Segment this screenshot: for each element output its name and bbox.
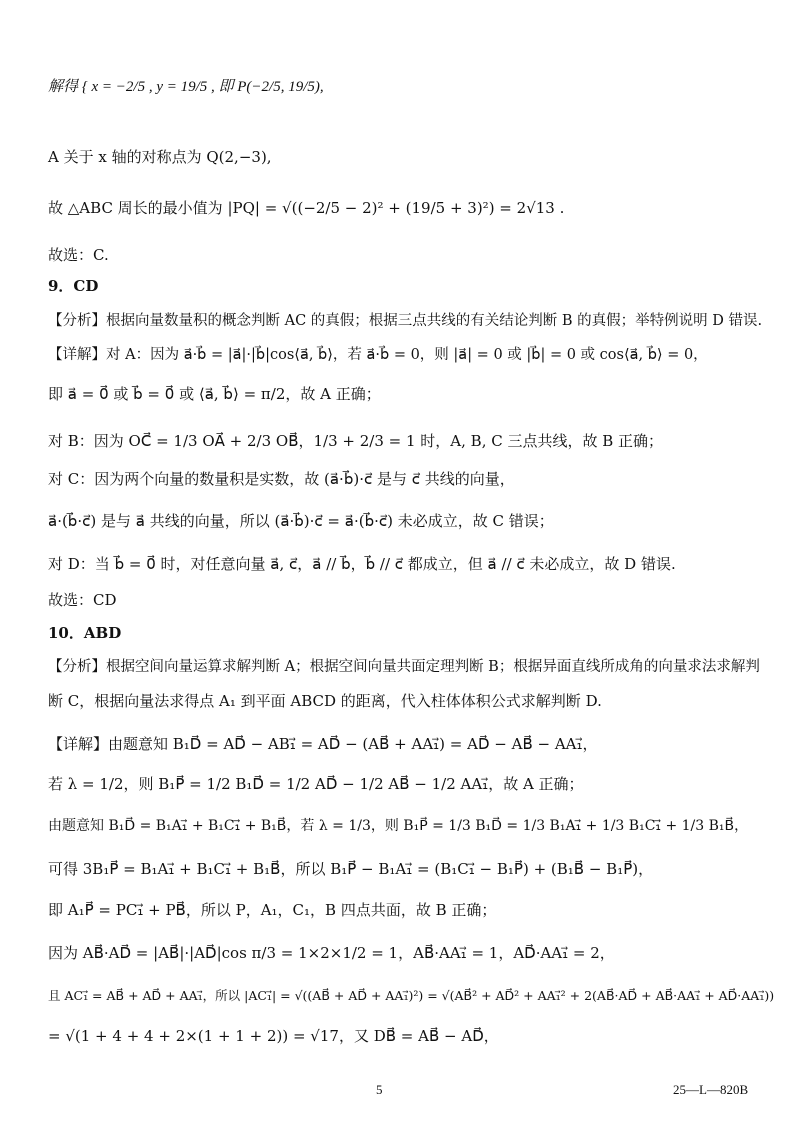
question-10-sqrt17: = √(1 + 4 + 4 + 2×(1 + 1 + 2)) = √17，又 DB⃗ = AB⃗ − AD⃗， xyxy=(48,1027,499,1045)
answer-choice-line-9: 故选：CD xyxy=(48,591,117,609)
answer-choice-line: 故选：C. xyxy=(48,246,109,264)
question-9-d: 对 D：当 b⃗ = 0⃗ 时，对任意向量 a⃗, c⃗，a⃗ // b⃗，b⃗ // c⃗ 都成立，但 a⃗ // c⃗ 未必成立，故 D 错误. xyxy=(48,555,676,573)
question-10-lambda-half: 若 λ = 1/2，则 B₁P⃗ = 1/2 B₁D⃗ = 1/2 AD⃗ − 1/2 AB⃗ − 1/2 AA₁⃗，故 A 正确； xyxy=(48,775,584,793)
question-10-coplanar: 即 A₁P⃗ = PC₁⃗ + PB⃗，所以 P，A₁，C₁，B 四点共面，故 B 正确； xyxy=(48,901,497,919)
question-10-dot-products: 因为 AB⃗·AD⃗ = |AB⃗|·|AD⃗|cos π/3 = 1×2×1/2 = 1，AB⃗·AA₁⃗ = 1，AD⃗·AA₁⃗ = 2， xyxy=(48,944,615,962)
question-10-ac1-length: 且 AC₁⃗ = AB⃗ + AD⃗ + AA₁⃗，所以 |AC₁⃗| = √((AB⃗ + AD⃗ + AA₁⃗)²) = √(AB⃗² + AD⃗² + AA₁⃗² + 2(AB⃗·AD⃗ + AB⃗·AA₁⃗ + AD⃗·AA₁⃗)) xyxy=(48,988,775,1003)
document-code: 25—L—820B xyxy=(673,1082,749,1097)
question-10-detail-1: 【详解】由题意知 B₁D⃗ = AD⃗ − AB₁⃗ = AD⃗ − (AB⃗ + AA₁⃗) = AD⃗ − AB⃗ − AA₁⃗， xyxy=(48,735,598,753)
question-10-3b1p: 可得 3B₁P⃗ = B₁A₁⃗ + B₁C₁⃗ + B₁B⃗，所以 B₁P⃗ − B₁A₁⃗ = (B₁C₁⃗ − B₁P⃗) + (B₁B⃗ − B₁P⃗)， xyxy=(48,860,654,878)
question-9-b: 对 B：因为 OC⃗ = 1/3 OA⃗ + 2/3 OB⃗，1/3 + 2/3 = 1 时，A, B, C 三点共线，故 B 正确； xyxy=(48,432,664,450)
solve-p-line: 解得 { x = −2/5 , y = 19/5 , 即 P(−2/5, 19/5), xyxy=(48,79,324,95)
question-9-c-line-1: 对 C：因为两个向量的数量积是实数，故 (a⃗·b⃗)·c⃗ 是与 c⃗ 共线的向量， xyxy=(48,470,515,488)
question-9-header: 9．CD xyxy=(48,277,99,295)
question-9-analysis: 【分析】根据向量数量积的概念判断 AC 的真假；根据三点共线的有关结论判断 B 的真假；举特例说明 D 错误. xyxy=(48,313,763,329)
question-10-header: 10．ABD xyxy=(48,624,122,642)
question-9-a-conclusion: 即 a⃗ = 0⃗ 或 b⃗ = 0⃗ 或 ⟨a⃗, b⃗⟩ = π/2，故 A 正确； xyxy=(48,385,381,403)
question-9-detail-a: 【详解】对 A：因为 a⃗·b⃗ = |a⃗|·|b⃗|cos⟨a⃗, b⃗⟩，若 a⃗·b⃗ = 0，则 |a⃗| = 0 或 |b⃗| = 0 或 cos⟨a⃗, b⃗⟩ = 0， xyxy=(48,347,708,363)
symmetric-point-line: A 关于 x 轴的对称点为 Q(2,−3), xyxy=(48,148,272,166)
question-10-analysis-1: 【分析】根据空间向量运算求解判断 A；根据空间向量共面定理判断 B；根据异面直线所成角的向量求法求解判 xyxy=(48,659,760,675)
question-10-b1d: 由题意知 B₁D⃗ = B₁A₁⃗ + B₁C₁⃗ + B₁B⃗，若 λ = 1/3，则 B₁P⃗ = 1/3 B₁D⃗ = 1/3 B₁A₁⃗ + 1/3 B₁C₁⃗ + 1/3 B₁B⃗， xyxy=(48,818,749,834)
question-9-c-line-2: a⃗·(b⃗·c⃗) 是与 a⃗ 共线的向量，所以 (a⃗·b⃗)·c⃗ = a⃗·(b⃗·c⃗) 未必成立，故 C 错误； xyxy=(48,512,554,530)
question-10-analysis-2: 断 C，根据向量法求得点 A₁ 到平面 ABCD 的距离，代入柱体体积公式求解判断 D. xyxy=(48,692,602,710)
min-perimeter-line: 故 △ABC 周长的最小值为 |PQ| = √((−2/5 − 2)² + (19/5 + 3)²) = 2√13 . xyxy=(48,199,565,217)
page-number: 5 xyxy=(376,1082,383,1097)
